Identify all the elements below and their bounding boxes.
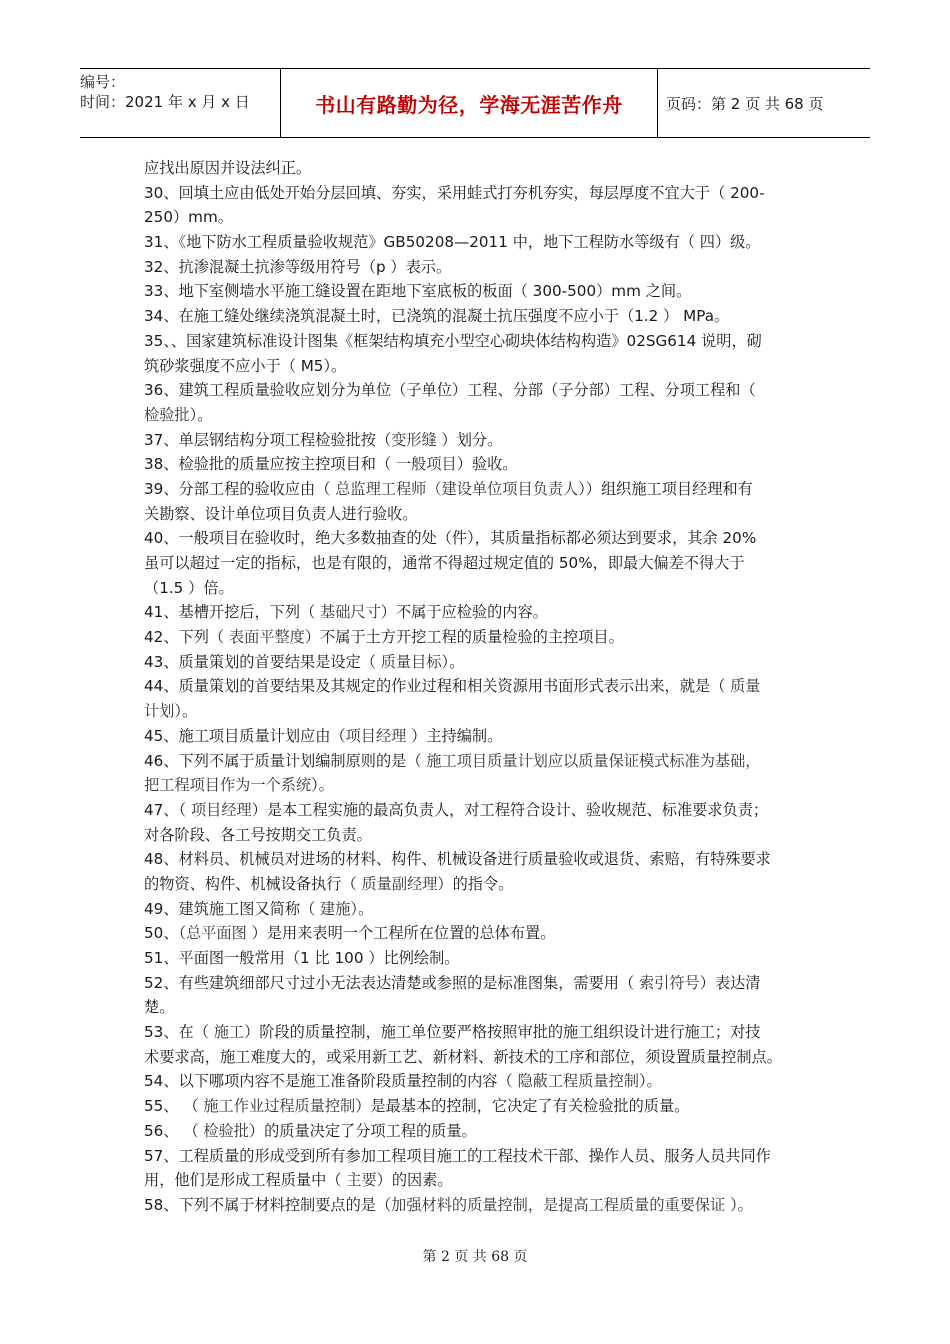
question-text: 54、以下哪项内容不是施工准备阶段质量控制的内容（	[144, 1072, 518, 1091]
page-header	[80, 68, 870, 138]
text-line	[144, 354, 820, 379]
text-line	[144, 773, 820, 798]
answer-text: 隐蔽工程质量控制	[517, 1072, 639, 1091]
question-text: 58、下列不属于材料控制要点的是（	[144, 1195, 392, 1214]
text-line	[144, 1168, 820, 1193]
question-text: 40、一般项目在验收时，绝大多数抽查的处（件），其质量指标都必须达到要求，其余 20%	[144, 529, 757, 548]
question-text: 45、施工项目质量计划应由（	[144, 726, 346, 745]
answer-text: 基础尺寸	[320, 603, 381, 622]
document-body	[144, 156, 820, 1218]
answer-text: 质量目标	[380, 652, 442, 671]
question-text: ）不属于土方开挖工程的质量检验的主控项目。	[304, 628, 624, 647]
question-text: 31、《地下防水工程质量验收规范》GB50208—2011 中，地下工程防水等级有（ 四）级。	[144, 233, 761, 252]
question-text: ）是最基本的控制，它决定了有关检验批的质量。	[355, 1097, 690, 1116]
text-line	[144, 452, 820, 477]
text-line	[144, 378, 820, 403]
text-line	[144, 304, 820, 329]
text-line	[144, 477, 820, 502]
text-line	[144, 1045, 820, 1070]
answer-text: 索引符号	[638, 973, 700, 992]
question-text: ）是用来表明一个工程所在位置的总体布置。	[246, 924, 556, 943]
answer-text: 施工项目质量计划应以质量保证模式标准为基础，	[426, 751, 761, 770]
question-text: 38、检验批的质量应按主控项目和（	[144, 455, 396, 474]
answer-text: 检验批	[144, 405, 190, 424]
question-text: ）阶段的质量控制，施工单位要严格按照审批的施工组织设计进行施工；对技	[244, 1023, 761, 1042]
question-text: 35、、国家建筑标准设计图集《框架结构填充小型空心砌块体结构构造》02SG614 说明，砌	[144, 331, 762, 350]
text-line	[144, 1069, 820, 1094]
question-text: 50、（	[144, 924, 187, 943]
text-line	[144, 921, 820, 946]
text-line	[144, 1119, 820, 1144]
question-text: 筑砂浆强度不应小于（ M5）。	[144, 356, 347, 375]
doc-code-label: 编号：	[80, 73, 126, 91]
header-page-label: 页码：第 2 页 共 68 页	[666, 94, 824, 113]
question-text: 49、建筑施工图又简称（	[144, 899, 321, 918]
question-text: ）。	[174, 702, 198, 721]
question-text: 55、 （	[144, 1097, 204, 1116]
answer-text: 变形缝	[391, 430, 437, 449]
answer-text: 主要	[346, 1171, 377, 1190]
question-text: 34、在施工缝处继续浇筑混凝土时，已浇筑的混凝土抗压强度不应小于（1.2 ） MPa。	[144, 307, 730, 326]
question-text: 30、回填土应由低处开始分层回填、夯实，采用蛙式打夯机夯实，每层厚度不宜大于（ 200-	[144, 183, 765, 202]
question-text: ）是本工程实施的最高负责人，对工程符合设计、验收规范、标准要求负责；	[251, 800, 769, 819]
text-line	[144, 230, 820, 255]
question-text: ）。	[311, 776, 334, 795]
answer-text: 施工	[213, 1023, 245, 1042]
answer-text: 计划	[144, 702, 175, 721]
text-line	[144, 526, 820, 551]
text-line	[144, 1020, 820, 1045]
text-line	[144, 156, 820, 181]
text-line	[144, 823, 820, 848]
text-line	[144, 205, 820, 230]
text-line	[144, 1144, 820, 1169]
question-text: 楚。	[144, 998, 175, 1017]
text-line	[144, 1094, 820, 1119]
question-text: ）的因素。	[376, 1171, 453, 1190]
answer-text: 施工作业过程质量控制	[203, 1097, 356, 1116]
text-line	[144, 699, 820, 724]
text-line	[144, 798, 820, 823]
question-text: 56、 （	[144, 1121, 204, 1140]
question-text: ）验收。	[456, 455, 518, 474]
answer-text: 质量	[730, 677, 761, 696]
question-text: ）的指令。	[437, 874, 514, 893]
question-text: 53、在（	[144, 1023, 214, 1042]
question-text: ）划分。	[436, 430, 503, 449]
text-line	[144, 847, 820, 872]
question-text: 36、建筑工程质量验收应划分为单位（子单位）工程、分部（子分部）工程、分项工程和（	[144, 381, 756, 400]
question-text: 52、有些建筑细部尺寸过小无法表达清楚或参照的是标准图集，需要用（	[144, 973, 639, 992]
answer-text: 加强材料的质量控制，是提高工程质量的重要保证	[391, 1195, 726, 1214]
answer-text: 质量副经理	[361, 874, 438, 893]
text-line	[144, 279, 820, 304]
text-line	[144, 329, 820, 354]
question-text: ）表达清	[699, 973, 761, 992]
question-text: 术要求高，施工难度大的，或采用新工艺、新材料、新技术的工序和部位，须设置质量控制点。	[144, 1047, 782, 1066]
answer-text: 建施	[320, 899, 351, 918]
header-meta	[80, 69, 281, 137]
question-text: （1.5 ）倍。	[144, 578, 234, 597]
question-text: 的物资、构件、机械设备执行（	[144, 874, 362, 893]
text-line	[144, 1193, 820, 1218]
text-line	[144, 995, 820, 1020]
answer-text: 总平面图	[186, 924, 247, 943]
question-text: 37、单层钢结构分项工程检验批按（	[144, 430, 392, 449]
question-text: ））组织施工项目经理和有	[578, 479, 753, 498]
question-text: 虽可以超过一定的指标，也是有限的，通常不得超过规定值的 50%，即最大偏差不得大于	[144, 554, 745, 572]
text-line	[144, 551, 820, 576]
answer-text: 项目经理	[345, 726, 407, 745]
question-text: 48、材料员、机械员对进场的材料、构件、机械设备进行质量验收或退货、索赔，有特殊要求	[144, 850, 771, 869]
header-motto: 书山有路勤为径，学海无涯苦作舟	[281, 69, 658, 137]
answer-text: 一般项目	[395, 455, 457, 474]
text-line	[144, 576, 820, 601]
text-line	[144, 181, 820, 206]
text-line	[144, 724, 820, 749]
answer-text: 把工程项目作为一个系统	[144, 776, 312, 795]
question-text: ）。	[725, 1195, 753, 1214]
answer-text: 总监理工程师（建设单位项目负责人	[335, 479, 579, 498]
text-line	[144, 255, 820, 280]
question-text: 41、基槽开挖后，下列（	[144, 603, 321, 622]
answer-text: 检验批	[203, 1121, 249, 1140]
question-text: ）。	[638, 1072, 662, 1091]
question-text: 关勘察、设计单位项目负责人进行验收。	[144, 504, 418, 523]
text-line	[144, 650, 820, 675]
question-text: 39、分部工程的验收应由（	[144, 479, 336, 498]
question-text: ）。	[189, 405, 213, 424]
text-line	[144, 674, 820, 699]
text-line	[144, 428, 820, 453]
question-text: 32、抗渗混凝土抗渗等级用符号（p ）表示。	[144, 257, 452, 276]
text-line	[144, 872, 820, 897]
text-line	[144, 971, 820, 996]
question-text: 57、工程质量的形成受到所有参加工程项目施工的工程技术干部、操作人员、服务人员共同作	[144, 1146, 771, 1165]
question-text: ）的质量决定了分项工程的质量。	[248, 1121, 477, 1140]
text-line	[144, 749, 820, 774]
text-line	[144, 897, 820, 922]
question-text: 250）mm。	[144, 208, 233, 227]
question-text: ）。	[350, 899, 374, 918]
doc-date-label: 时间：2021 年 x 月 x 日	[80, 93, 250, 111]
question-text: ）不属于应检验的内容。	[380, 603, 548, 622]
question-text: 44、质量策划的首要结果及其规定的作业过程和相关资源用书面形式表示出来，就是（	[144, 677, 731, 696]
question-text: 43、质量策划的首要结果是设定（	[144, 652, 381, 671]
question-text: 应找出原因并设法纠正。	[144, 159, 312, 177]
question-text: 对各阶段、各工号按期交工负责。	[144, 825, 372, 844]
answer-text: 项目经理	[190, 800, 252, 819]
text-line	[144, 403, 820, 428]
question-text: 用，他们是形成工程质量中（	[144, 1171, 347, 1190]
question-text: ）。	[441, 652, 465, 671]
question-text: ）主持编制。	[406, 726, 503, 745]
text-line	[144, 946, 820, 971]
text-line	[144, 625, 820, 650]
question-text: 42、下列（	[144, 628, 229, 647]
text-line	[144, 600, 820, 625]
answer-text: 表面平整度	[228, 628, 305, 647]
question-text: 33、地下室侧墙水平施工缝设置在距地下室底板的板面（ 300-500）mm 之间。	[144, 282, 692, 301]
question-text: 46、下列不属于质量计划编制原则的是（	[144, 751, 427, 770]
page-footer: 第 2 页 共 68 页	[422, 1249, 528, 1265]
text-line	[144, 502, 820, 527]
question-text: 47、（	[144, 800, 191, 819]
question-text: 51、平面图一般常用（1 比 100 ）比例绘制。	[144, 949, 460, 967]
